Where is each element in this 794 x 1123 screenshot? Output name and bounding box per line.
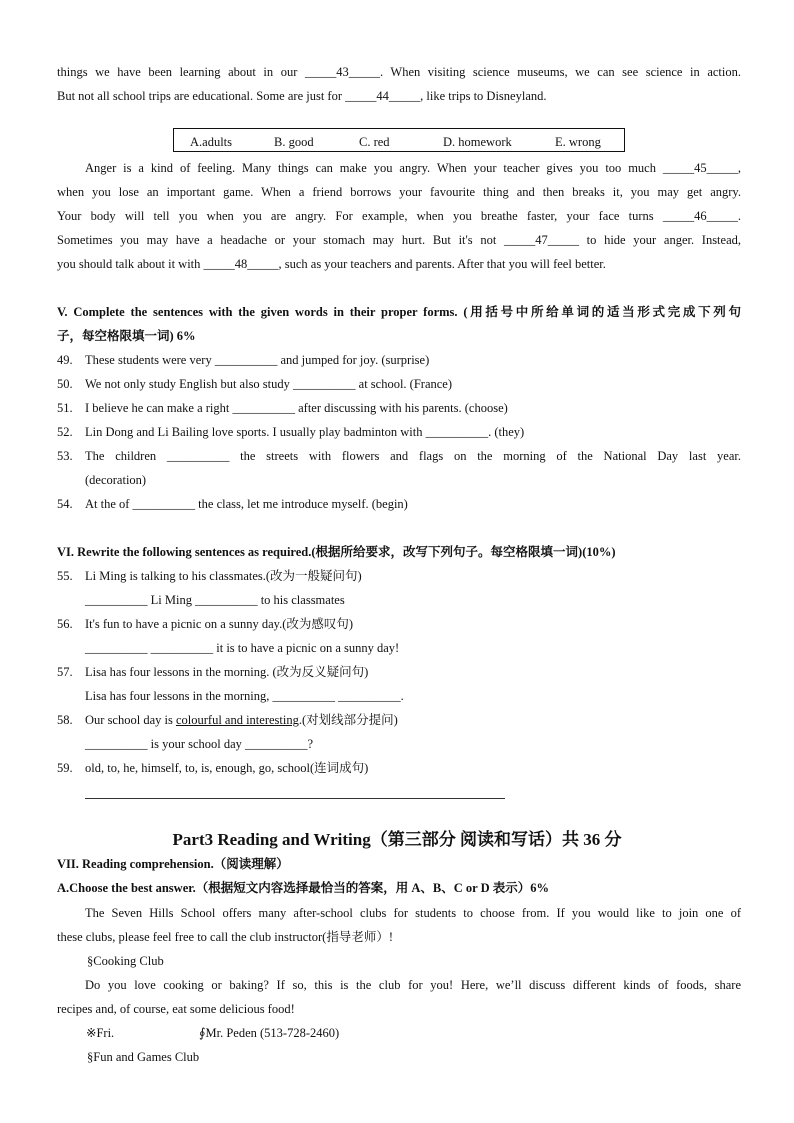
question-text: These students were very __________ and jumped for joy. (surprise) <box>85 353 430 367</box>
question-text-pre: Our school day is <box>85 713 176 727</box>
question-number: 51. <box>57 401 73 415</box>
answer-line: Lisa has four lessons in the morning, __________ __________. <box>85 689 404 703</box>
word-option: A.adults <box>190 135 233 149</box>
answer-line: __________ __________ it is to have a picnic on a sunny day! <box>85 641 400 655</box>
word-option: E. wrong <box>555 135 601 149</box>
question-text: old, to, he, himself, to, is, enough, go, school(连词成句) <box>85 761 369 775</box>
question-number: 55. <box>57 569 73 583</box>
question-number: 50. <box>57 377 73 391</box>
question-number: 49. <box>57 353 73 367</box>
word-option: D. homework <box>443 135 512 149</box>
passage-line: these clubs, please feel free to call the club instructor(指导老师）! <box>57 930 393 944</box>
passage-line: Your body will tell you when you are angry. For example, when you breathe faster, your face turns _____46_____. <box>57 209 741 223</box>
club-day: ※Fri. <box>86 1026 115 1040</box>
underlined-phrase: colourful and interesting <box>175 713 299 727</box>
section-vi-title: VI. Rewrite the following sentences as required.(根据所给要求，改写下列句子。每空格限填一词)(10%) <box>57 545 616 559</box>
answer-line: __________ Li Ming __________ to his classmates <box>85 593 345 607</box>
question-text-post: .(对划线部分提问) <box>298 713 398 727</box>
word-option: C. red <box>359 135 390 149</box>
passage-line: The Seven Hills School offers many after-school clubs for students to choose from. If you would like to join one of <box>85 906 741 920</box>
question-text: We not only study English but also study __________ at school. (France) <box>85 377 453 391</box>
section-v-title: V. Complete the sentences with the given words in their proper forms. (用括号中所给单词的适当形式完成下列句 <box>57 305 741 319</box>
section-a-title: A.Choose the best answer.（根据短文内容选择最恰当的答案，用 A、B、C or D 表示）6% <box>57 881 550 895</box>
question-number: 52. <box>57 425 73 439</box>
word-options-box <box>173 128 625 152</box>
question-text: Li Ming is talking to his classmates.(改为一般疑问句) <box>85 569 362 583</box>
answer-rule <box>85 798 505 799</box>
passage-line: things we have been learning about in our _____43_____. When visiting science museums, we can see science in action. <box>57 65 741 79</box>
passage-line: you should talk about it with _____48_____, such as your teachers and parents. After that you will feel better. <box>57 257 606 271</box>
answer-line: __________ is your school day __________? <box>85 737 314 751</box>
question-number: 54. <box>57 497 73 511</box>
part3-title: Part3 Reading and Writing（第三部分 阅读和写话）共 36 分 <box>172 830 622 849</box>
question-text: Lin Dong and Li Bailing love sports. I usually play badminton with __________. (they) <box>85 425 525 439</box>
passage-line: Do you love cooking or baking? If so, this is the club for you! Here, we’ll discuss different kinds of foods, share <box>85 978 741 992</box>
question-text: It's fun to have a picnic on a sunny day.(改为感叹句) <box>85 617 354 631</box>
passage-line: recipes and, of course, eat some delicious food! <box>57 1002 295 1016</box>
word-option: B. good <box>274 135 314 149</box>
club-name: §Cooking Club <box>87 954 164 968</box>
question-number: 59. <box>57 761 73 775</box>
section-vii-title: VII. Reading comprehension.（阅读理解） <box>57 857 289 871</box>
passage-line: when you lose an important game. When a friend borrows your favourite thing and then breaks it, you may get angry. <box>57 185 741 199</box>
club-name: §Fun and Games Club <box>87 1050 200 1064</box>
question-text: Lisa has four lessons in the morning. (改为反义疑问句) <box>85 665 369 679</box>
question-number: 53. <box>57 449 73 463</box>
question-number: 58. <box>57 713 73 727</box>
passage-line: Anger is a kind of feeling. Many things can make you angry. When your teacher gives you too much _____45_____, <box>85 161 741 175</box>
question-text: The children __________ the streets with flowers and flags on the morning of the National Day last year. <box>85 449 741 463</box>
passage-line: But not all school trips are educational. Some are just for _____44_____, like trips to Disneyland. <box>57 89 547 103</box>
club-contact: ∮Mr. Peden (513-728-2460) <box>199 1026 340 1040</box>
passage-line: Sometimes you may have a headache or your stomach may hurt. But it's not _____47_____ to hide your anger. Instead, <box>57 233 741 247</box>
question-text-cont: (decoration) <box>85 473 147 487</box>
question-text: At the of __________ the class, let me introduce myself. (begin) <box>85 497 408 511</box>
section-v-title-cont: 子，每空格限填一词) 6% <box>57 329 196 343</box>
question-number: 57. <box>57 665 73 679</box>
question-text <box>85 712 741 728</box>
question-number: 56. <box>57 617 73 631</box>
question-text: I believe he can make a right __________ after discussing with his parents. (choose) <box>85 401 508 415</box>
